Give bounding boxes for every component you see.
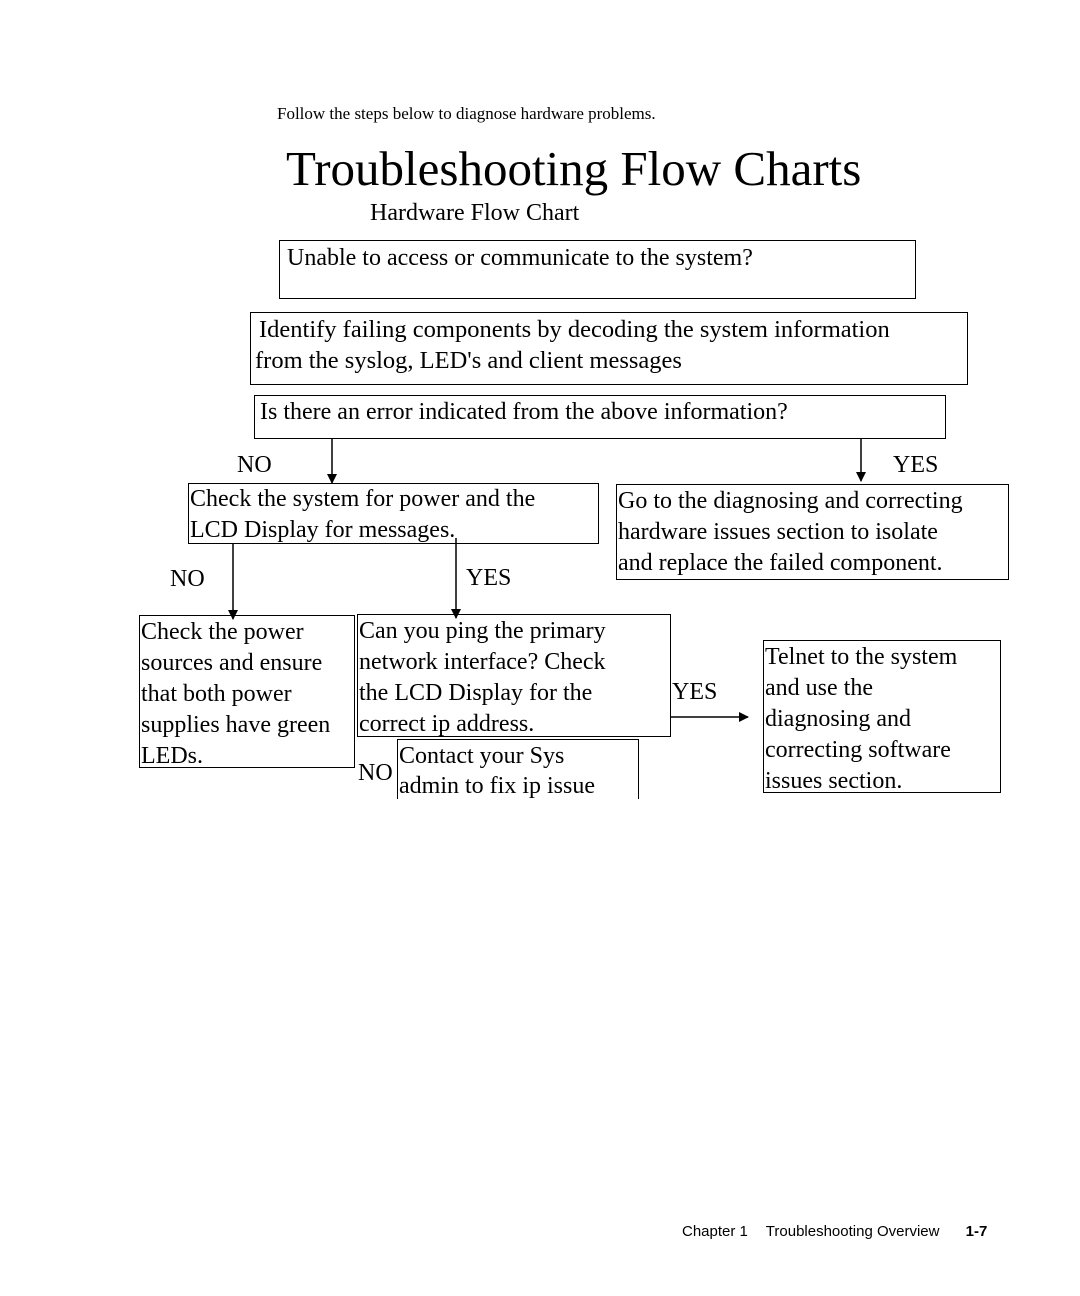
footer-section: Troubleshooting Overview [765,1223,940,1240]
box-check-power-sources-text: Check the power sources and ensure that both power supplies have green LEDs. [141,619,331,768]
box-identify-failing-text: Identify failing components by decoding the system information from the syslog, LED's and client messages [255,316,890,374]
box-unable-to-access-text: Unable to access or communicate to the system? [287,245,753,271]
box-check-power-lcd-text: Check the system for power and the LCD Display for messages. [190,486,536,543]
box-ping-interface [357,614,671,737]
box-unable-to-access [279,240,916,299]
page-footer [682,1223,987,1240]
footer-chapter: Chapter 1 [682,1223,748,1240]
box-contact-admin [397,739,639,799]
box-error-indicated [254,395,946,439]
label-yes-2: YES [466,565,512,591]
box-error-indicated-text: Is there an error indicated from the above information? [260,399,788,425]
footer-page-number: 1-7 [965,1223,988,1240]
box-telnet-system [763,640,1001,793]
box-go-diagnose-hardware-text: Go to the diagnosing and correcting hardware issues section to isolate and replace the failed component. [618,488,963,576]
page-title: Troubleshooting Flow Charts [286,141,862,196]
box-go-diagnose-hardware [616,484,1009,580]
label-no-3: NO [358,760,393,786]
chart-subtitle: Hardware Flow Chart [370,200,580,226]
label-no-1: NO [237,452,272,478]
box-check-power-lcd [188,483,599,544]
box-ping-interface-text: Can you ping the primary network interface? Check the LCD Display for the correct ip address. [359,618,606,737]
box-check-power-sources [139,615,355,768]
box-contact-admin-text: Contact your Sys admin to fix ip issue [399,743,595,799]
intro-text: Follow the steps below to diagnose hardware problems. [277,104,656,123]
label-yes-1: YES [893,452,939,478]
box-identify-failing [250,312,968,385]
label-no-2: NO [170,566,205,592]
label-yes-3: YES [672,679,718,705]
box-telnet-system-text: Telnet to the system and use the diagnosing and correcting software issues section. [765,644,958,793]
